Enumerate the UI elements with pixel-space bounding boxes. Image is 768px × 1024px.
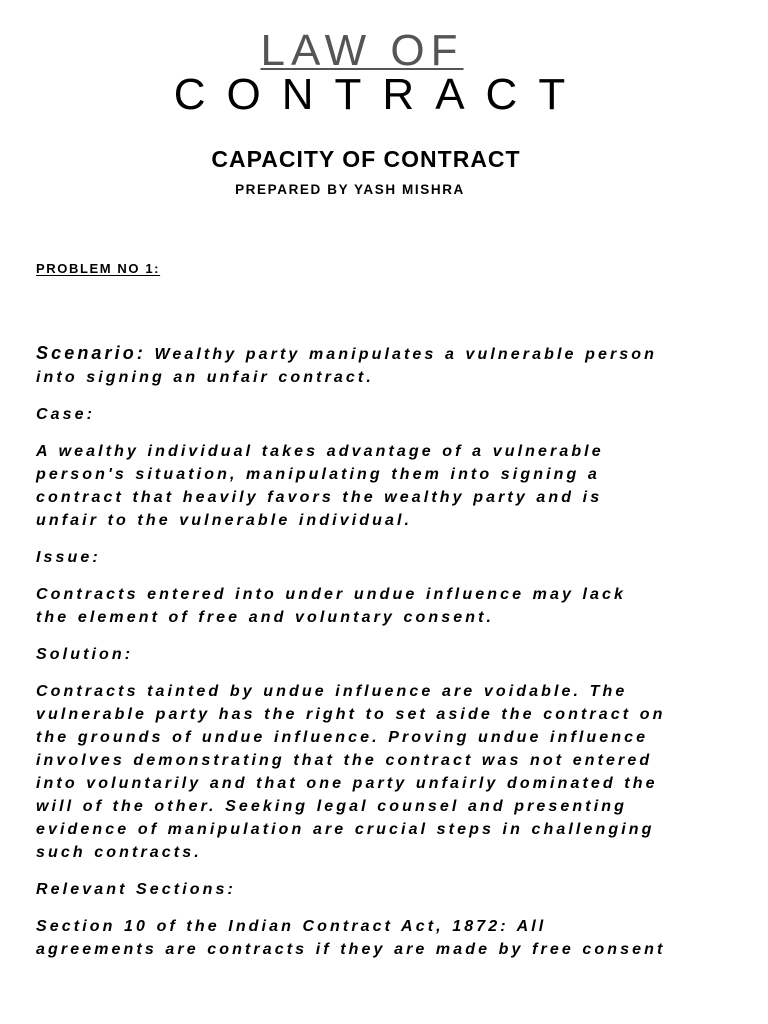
case-line: A wealthy individual takes advantage of a vulnerable — [36, 443, 604, 460]
document-title-line-2: CONTRACT — [173, 70, 587, 119]
relevant-sections-label-text: Relevant Sections: — [36, 881, 236, 898]
relevant-sections-label — [36, 878, 736, 901]
document-body — [36, 342, 736, 975]
solution-paragraph — [36, 680, 736, 864]
relevant-sections-paragraph — [36, 915, 736, 961]
scenario-paragraph — [36, 342, 736, 389]
solution-line: Contracts tainted by undue influence are voidable. The — [36, 683, 628, 700]
solution-line: vulnerable party has the right to set aside the contract on — [36, 706, 666, 723]
solution-line: such contracts. — [36, 844, 202, 861]
solution-line: will of the other. Seeking legal counsel and presenting — [36, 798, 628, 815]
case-label — [36, 403, 736, 426]
case-paragraph — [36, 440, 736, 532]
case-label-text: Case: — [36, 406, 96, 423]
case-line: contract that heavily favors the wealthy party and is — [36, 489, 603, 506]
scenario-text: Wealthy party manipulates a vulnerable person — [145, 346, 658, 363]
issue-label — [36, 546, 736, 569]
relevant-sections-line: agreements are contracts if they are made by free consent — [36, 941, 666, 958]
solution-label-text: Solution: — [36, 646, 134, 663]
problem-heading: PROBLEM NO 1: — [36, 261, 161, 276]
solution-line: into voluntarily and that one party unfairly dominated the — [36, 775, 658, 792]
author-credit: PREPARED BY YASH MISHRA — [235, 182, 465, 197]
solution-label — [36, 643, 736, 666]
solution-line: involves demonstrating that the contract was not entered — [36, 752, 653, 769]
case-line: person's situation, manipulating them into signing a — [36, 466, 600, 483]
issue-line: the element of free and voluntary consent. — [36, 609, 495, 626]
scenario-line — [36, 342, 736, 366]
issue-paragraph — [36, 583, 736, 629]
scenario-line: into signing an unfair contract. — [36, 369, 374, 386]
document-title-line-1: LAW OF — [260, 26, 464, 75]
case-line: unfair to the vulnerable individual. — [36, 512, 413, 529]
solution-line: the grounds of undue influence. Proving undue influence — [36, 729, 649, 746]
relevant-sections-line: Section 10 of the Indian Contract Act, 1872: All — [36, 918, 547, 935]
scenario-label: Scenario: — [36, 343, 146, 363]
issue-label-text: Issue: — [36, 549, 101, 566]
document-subtitle: CAPACITY OF CONTRACT — [211, 146, 521, 172]
issue-line: Contracts entered into under undue influence may lack — [36, 586, 627, 603]
solution-line: evidence of manipulation are crucial steps in challenging — [36, 821, 655, 838]
